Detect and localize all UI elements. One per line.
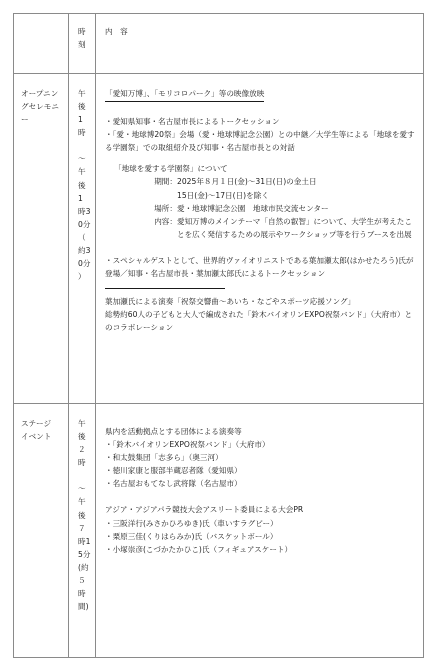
list-item: ・「鈴木バイオリンEXPO祝祭バンド」（大府市） bbox=[105, 440, 270, 450]
time-part: 時 bbox=[78, 458, 86, 468]
time-part: 午 bbox=[78, 419, 86, 428]
time-spacer bbox=[78, 139, 95, 152]
time-part: ） bbox=[78, 272, 86, 282]
time-part: 〜 bbox=[78, 154, 86, 164]
relay-item: ・「愛・地球博20祭」会場（愛・地球博記念公園）との中継／大学生等による「地球を愛する学園祭」での取組紹介及び知事・名古屋市長との対話 bbox=[105, 130, 415, 153]
time-cell bbox=[69, 74, 96, 404]
list-item: ・三阪洋行(みさかひろゆき)氏（車いすラグビー） bbox=[105, 518, 278, 528]
time-cell bbox=[69, 404, 96, 658]
list-item: ・和太鼓集団「志多ら」（奥三河） bbox=[105, 453, 223, 463]
time-part: 後 bbox=[78, 102, 86, 112]
time-part: 時 bbox=[78, 128, 86, 138]
table-row bbox=[14, 404, 424, 658]
content-label: 内容： bbox=[154, 216, 177, 226]
time-spacer bbox=[78, 469, 95, 482]
time-part: 0分 bbox=[78, 219, 91, 229]
collaboration-item: 総勢約60人の子どもと大人で編成された「鈴木バイオリンEXPO祝祭バンド」（大府市）とのコラボレーション bbox=[105, 310, 413, 333]
athlete-title: アジア・アジアパラ競技大会アスリート委員による大会PR bbox=[105, 505, 304, 515]
time-part: 時1 bbox=[78, 536, 91, 546]
time-part: 時 bbox=[78, 589, 86, 599]
spacer bbox=[105, 490, 417, 503]
festival-content bbox=[105, 215, 417, 241]
content-value: 愛知万博のメインテーマ「自然の叡智」について、大学生が考えたことを広く発信するための展示やワークショップ等を行うブースを出展 bbox=[177, 216, 412, 239]
spacer bbox=[105, 241, 417, 254]
time-part: 1 bbox=[78, 115, 83, 125]
talk-item: ・愛知県知事・名古屋市長によるトークセッション bbox=[105, 117, 280, 127]
list-item: ・徳川家康と服部半蔵忍者隊（愛知県） bbox=[105, 466, 242, 476]
place-value: 愛・地球博記念公園 地球市民交流センター bbox=[177, 203, 329, 213]
group-title: 県内を活動拠点とする団体による演奏等 bbox=[105, 427, 242, 436]
spacer bbox=[105, 154, 417, 162]
header-time-cell bbox=[69, 14, 96, 74]
festival-title: 「地球を愛する学園祭」について bbox=[114, 164, 228, 174]
performance-block bbox=[105, 288, 225, 295]
time-part: (約 bbox=[78, 562, 89, 572]
time-part: 午 bbox=[78, 167, 86, 177]
time-part: 間) bbox=[78, 602, 89, 612]
header-time-label: 時刻 bbox=[78, 27, 86, 50]
spacer bbox=[105, 102, 417, 115]
time-part: 1 bbox=[78, 193, 83, 203]
content-cell bbox=[96, 404, 424, 658]
time-part: 約3 bbox=[78, 246, 91, 256]
time-part: 〜 bbox=[78, 484, 86, 494]
category-cell: オープニングセレモニー bbox=[14, 74, 69, 404]
period-label: 期間： bbox=[154, 177, 177, 187]
schedule-table bbox=[13, 13, 424, 658]
time-part: 午 bbox=[78, 497, 86, 507]
time-part: （ bbox=[78, 232, 86, 242]
time-part: 5分 bbox=[78, 549, 91, 559]
header-empty-cell bbox=[14, 14, 69, 74]
time-part: 後 bbox=[78, 432, 86, 442]
place-label: 場所： bbox=[154, 203, 177, 213]
video-item: 「愛知万博」、「モリコロパーク」等の映像放映 bbox=[105, 87, 264, 102]
time-part: 午 bbox=[78, 89, 86, 98]
header-row bbox=[14, 14, 424, 74]
list-item: ・小塚崇彦(こづかたかひこ)氏（フィギュアスケート） bbox=[105, 544, 293, 554]
time-part: 後 bbox=[78, 510, 86, 520]
period-note: 15日(金)〜17日(日)を除く bbox=[177, 190, 269, 200]
content-cell bbox=[96, 74, 424, 404]
time-part: 0分 bbox=[78, 259, 91, 269]
time-part: 時3 bbox=[78, 206, 91, 216]
festival-place bbox=[105, 202, 417, 215]
time-part: ２ bbox=[78, 445, 86, 455]
performance-item: 葉加瀬氏による演奏「祝祭交響曲〜あいち・なごやスポーツ応援ソング」 bbox=[105, 297, 356, 307]
list-item: ・栗原三佳(くりはらみか)氏（バスケットボール） bbox=[105, 531, 278, 541]
list-item: ・名古屋おもてなし武将隊（名古屋市） bbox=[105, 479, 242, 489]
time-part: ７ bbox=[78, 523, 86, 533]
header-content-cell: 内 容 bbox=[96, 14, 424, 74]
time-part: 後 bbox=[78, 180, 86, 190]
festival-period bbox=[105, 175, 417, 188]
spacer bbox=[105, 280, 417, 288]
table-row bbox=[14, 74, 424, 404]
category-cell: ステージイベント bbox=[14, 404, 69, 658]
spacer bbox=[105, 417, 417, 425]
guest-item: ・スペシャルゲストとして、世界的ヴァイオリニストである葉加瀬太郎(はかせたろう)氏が登場／知事・名古屋市長・葉加瀬太郎氏によるトークセッション bbox=[105, 255, 414, 279]
period-value: 2025年８月１日(金)〜31日(日)の金土日 bbox=[177, 177, 317, 187]
time-part: ５ bbox=[78, 576, 86, 586]
